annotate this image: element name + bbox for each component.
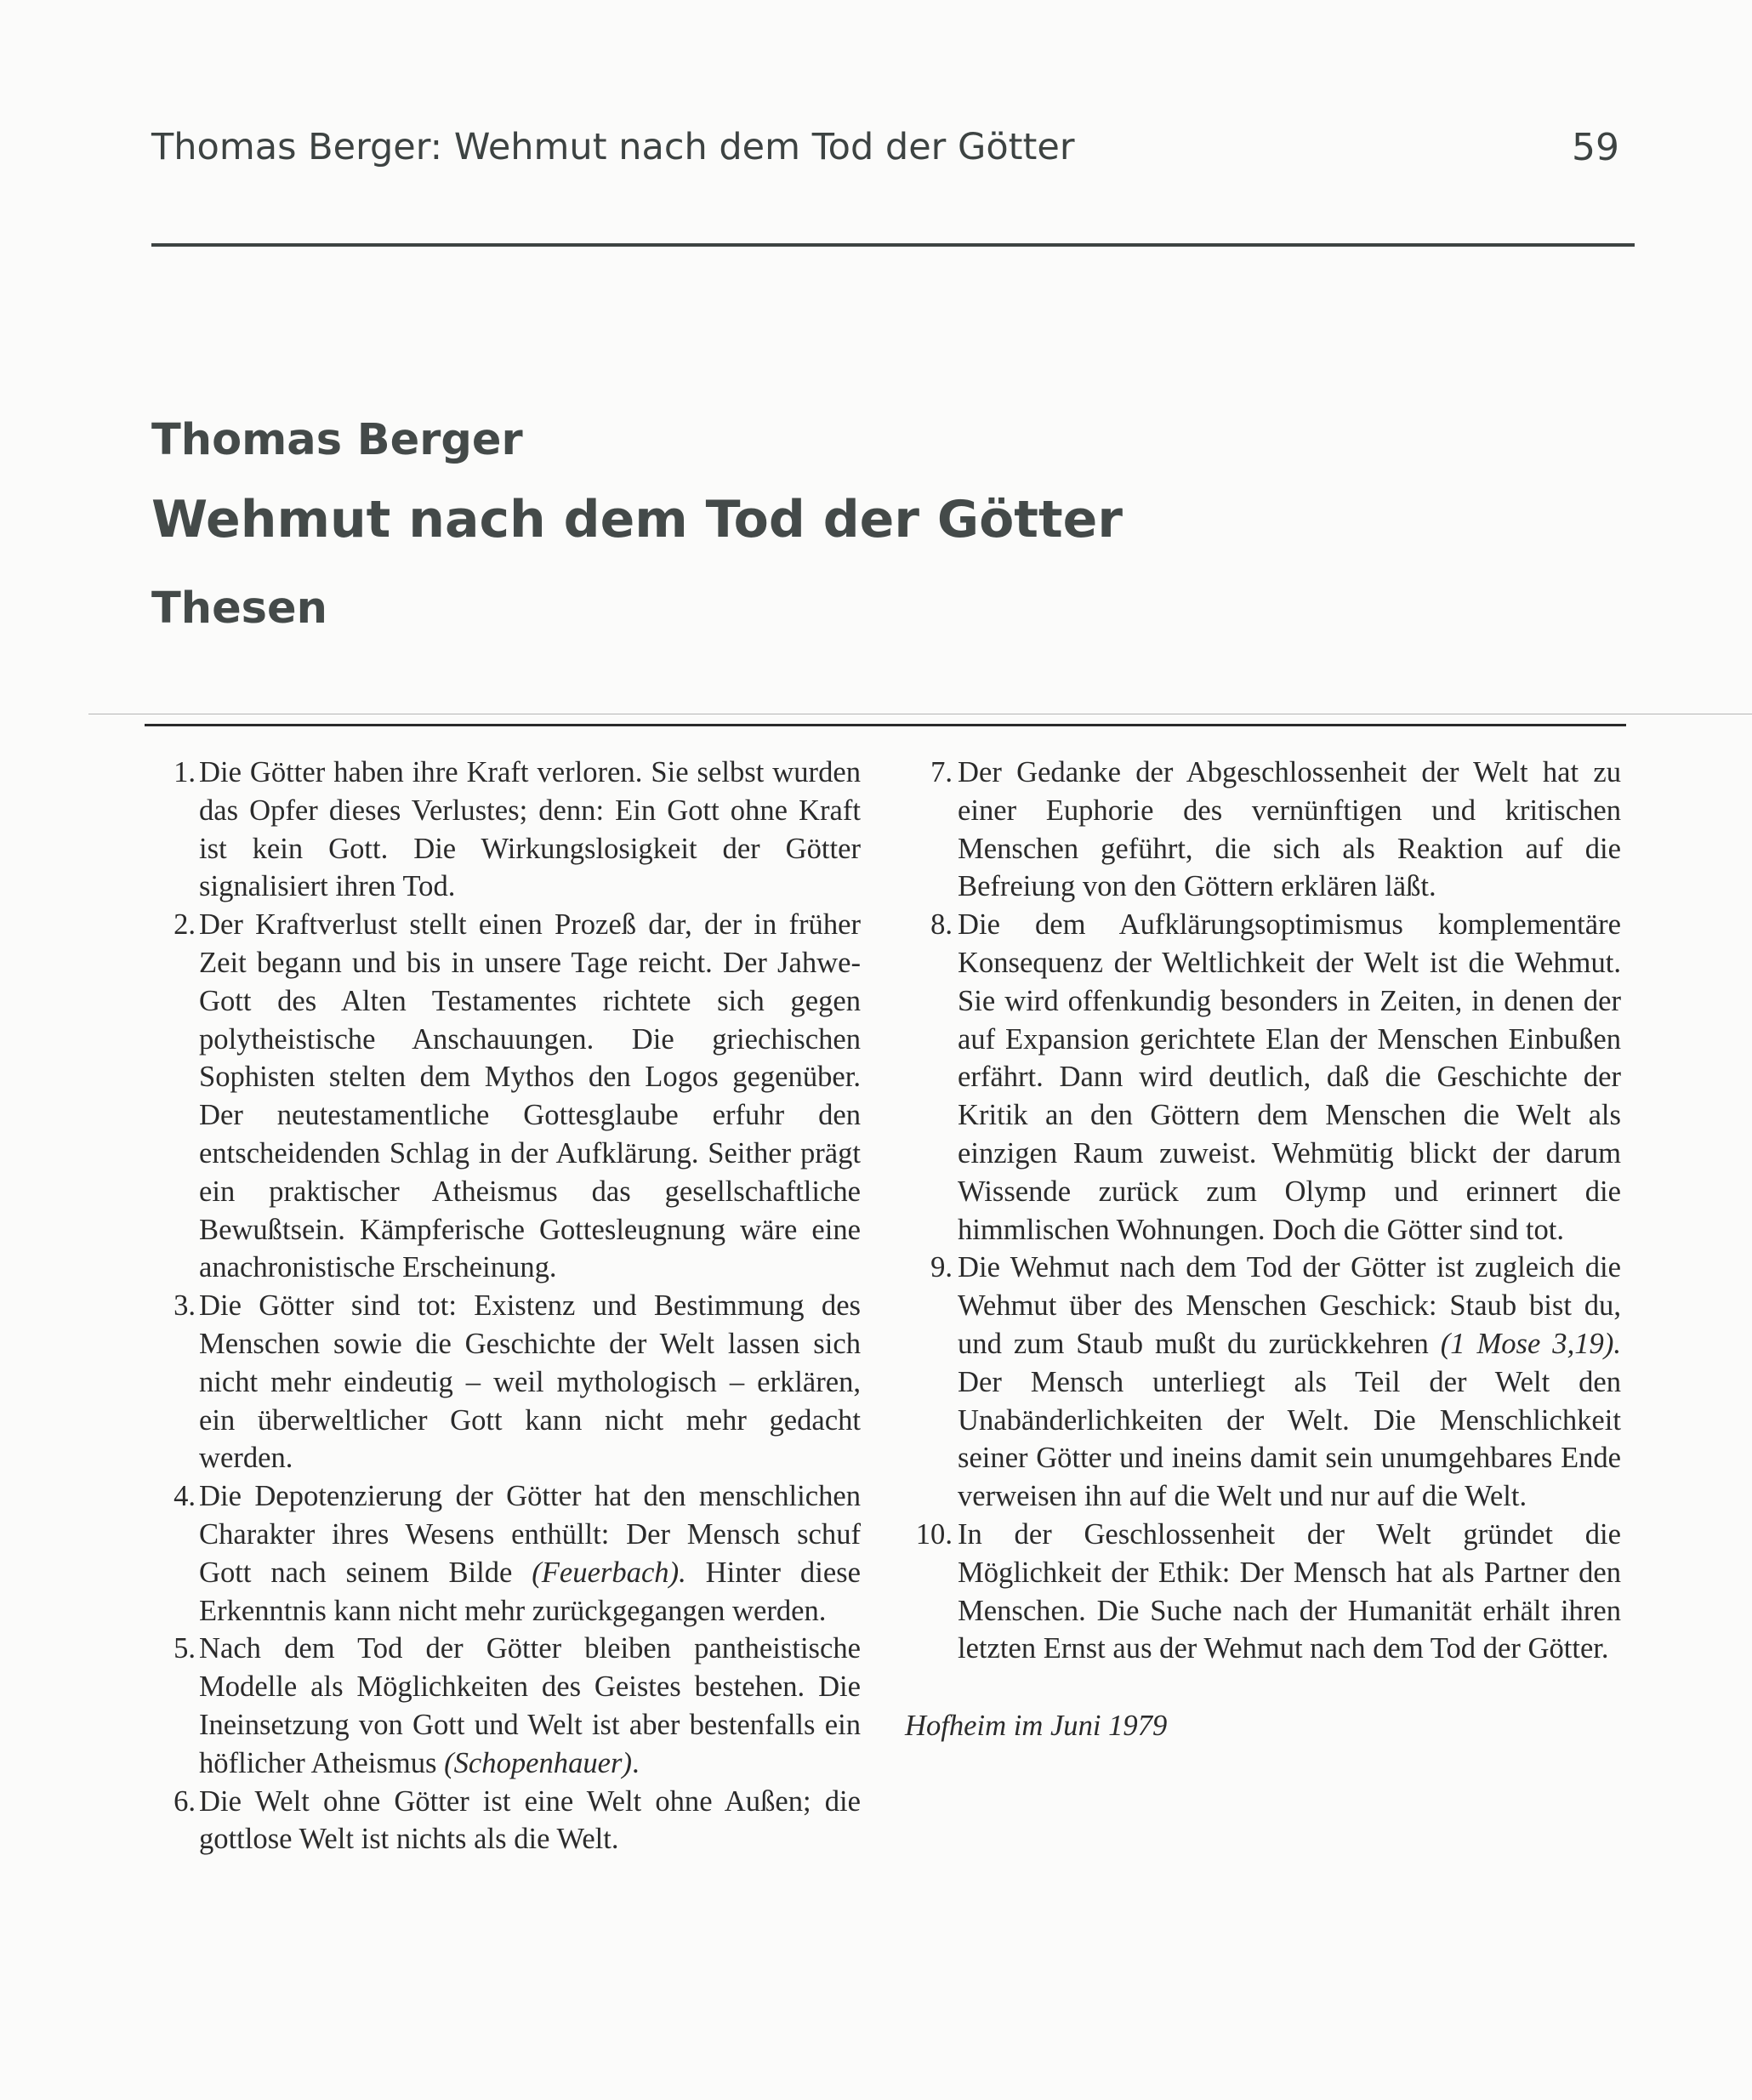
header-divider	[151, 243, 1635, 247]
thesis-5	[158, 1630, 861, 1782]
running-header-title: Thomas Berger: Wehmut nach dem Tod der Götter	[151, 126, 1075, 168]
thesis-2	[158, 906, 861, 1287]
thesis-number: 1.	[173, 756, 196, 788]
thesis-text	[958, 1249, 1621, 1516]
page-number: 59	[1572, 126, 1619, 169]
citation: (1 Mose 3,19).	[1440, 1327, 1621, 1360]
thesis-text-after: Der Mensch unterliegt als Teil der Welt den Unabänderlichkeiten der Welt. Die Menschlichkeit seiner Götter und ineins damit sein unumgehbares Ende verweisen ihn auf die Welt und nur auf die Welt.	[958, 1365, 1621, 1513]
thesis-3	[158, 1287, 861, 1477]
thesis-text: Die Götter sind tot: Existenz und Bestimmung des Menschen sowie die Geschichte der Welt lassen sich nicht mehr eindeutig – weil mythologisch – erklären, ein überweltlicher Gott kann nicht mehr gedacht werden.	[199, 1289, 861, 1475]
thesis-text	[199, 1630, 861, 1782]
thesis-text-before: Nach dem Tod der Götter bleiben pantheistische Modelle als Möglichkeiten des Geistes bestehen. Die Ineinsetzung von Gott und Welt ist aber bestenfalls ein höflicher Atheismus	[199, 1632, 861, 1779]
thesis-text	[199, 1477, 861, 1630]
thesis-text: Der Gedanke der Abgeschlossenheit der Welt hat zu einer Euphorie des vernünftigen und kritischen Menschen geführt, die sich als Reaktion auf die Befreiung von den Göttern erklären läßt.	[958, 756, 1621, 903]
thesis-number: 8.	[930, 908, 953, 942]
thesis-number: 10.	[915, 1517, 953, 1551]
thesis-text-before: Die Depotenzierung der Götter hat den menschlichen Charakter ihres Wesens enthüllt: Der Mensch schuf Gott nach seinem Bilde	[199, 1480, 861, 1589]
thesis-8	[905, 906, 1621, 1249]
article-title: Wehmut nach dem Tod der Götter	[151, 490, 1123, 549]
thesis-7	[905, 754, 1621, 906]
article-author: Thomas Berger	[151, 415, 523, 465]
thesis-number: 3.	[173, 1289, 196, 1323]
left-column	[158, 754, 861, 1858]
thesis-number: 9.	[930, 1251, 953, 1284]
thesis-number: 5.	[173, 1632, 196, 1665]
place-date-signoff: Hofheim im Juni 1979	[905, 1710, 1168, 1743]
thesis-text-after: Hinter diese Erkenntnis kann nicht mehr zurückgegangen werden.	[199, 1556, 861, 1627]
thesis-9	[905, 1249, 1621, 1516]
thesis-10	[905, 1516, 1621, 1668]
thesis-number: 4.	[173, 1480, 196, 1513]
article-subtitle: Thesen	[151, 583, 327, 634]
thesis-text: In der Geschlossenheit der Welt gründet die Möglichkeit der Ethik: Der Mensch hat als Partner den Menschen. Die Suche nach der Humanität erhält ihren letzten Ernst aus der Wehmut nach dem Tod der Götter.	[958, 1517, 1621, 1665]
thesis-text: Der Kraftverlust stellt einen Prozeß dar, der in früher Zeit begann und bis in unsere Tage reicht. Der Jahwe-Gott des Alten Testamentes richtete sich gegen polytheistische Anschauungen. Die griechischen Sophisten stelten dem Mythos den Logos gegenüber. Der neutestamentliche Gottesglaube erfuhr den entscheidenden Schlag in der Aufklärung. Seither prägt ein praktischer Atheismus das gesellschaftliche Bewußtsein. Kämpferische Gottesleugnung wäre eine anachronistische Erscheinung.	[199, 908, 861, 1284]
citation: (Schopenhauer)	[444, 1746, 632, 1779]
thesis-text-after: .	[631, 1746, 640, 1779]
body-divider	[145, 724, 1626, 726]
right-column	[905, 754, 1621, 1745]
thesis-text-before: Die Wehmut nach dem Tod der Götter ist zugleich die Wehmut über des Menschen Geschick: Staub bist du, und zum Staub mußt du zurückkehren	[958, 1251, 1621, 1360]
thesis-text: Die Welt ohne Götter ist eine Welt ohne Außen; die gottlose Welt ist nichts als die Welt.	[199, 1784, 861, 1856]
thesis-number: 6.	[173, 1784, 196, 1818]
thesis-6	[158, 1783, 861, 1859]
thesis-text: Die Götter haben ihre Kraft verloren. Sie selbst wurden das Opfer dieses Verlustes; denn: Ein Gott ohne Kraft ist kein Gott. Die Wirkungslosigkeit der Götter signalisiert ihren Tod.	[199, 756, 861, 903]
thesis-number: 7.	[930, 756, 953, 788]
thesis-4	[158, 1477, 861, 1630]
thesis-number: 2.	[173, 908, 196, 942]
thesis-text: Die dem Aufklärungsoptimismus komplementäre Konsequenz der Weltlichkeit der Welt ist die Wehmut. Sie wird offenkundig besonders in Zeiten, in denen der auf Expansion gerichtete Elan der Menschen Einbußen erfährt. Dann wird deutlich, daß die Geschichte der Kritik an den Göttern dem Menschen die Welt als einzigen Raum zuweist. Wehmütig blickt der darum Wissende zurück zum Olymp und erinnert die himmlischen Wohnungen. Doch die Götter sind tot.	[958, 908, 1621, 1246]
thesis-1	[158, 754, 861, 906]
citation: (Feuerbach).	[532, 1556, 686, 1589]
